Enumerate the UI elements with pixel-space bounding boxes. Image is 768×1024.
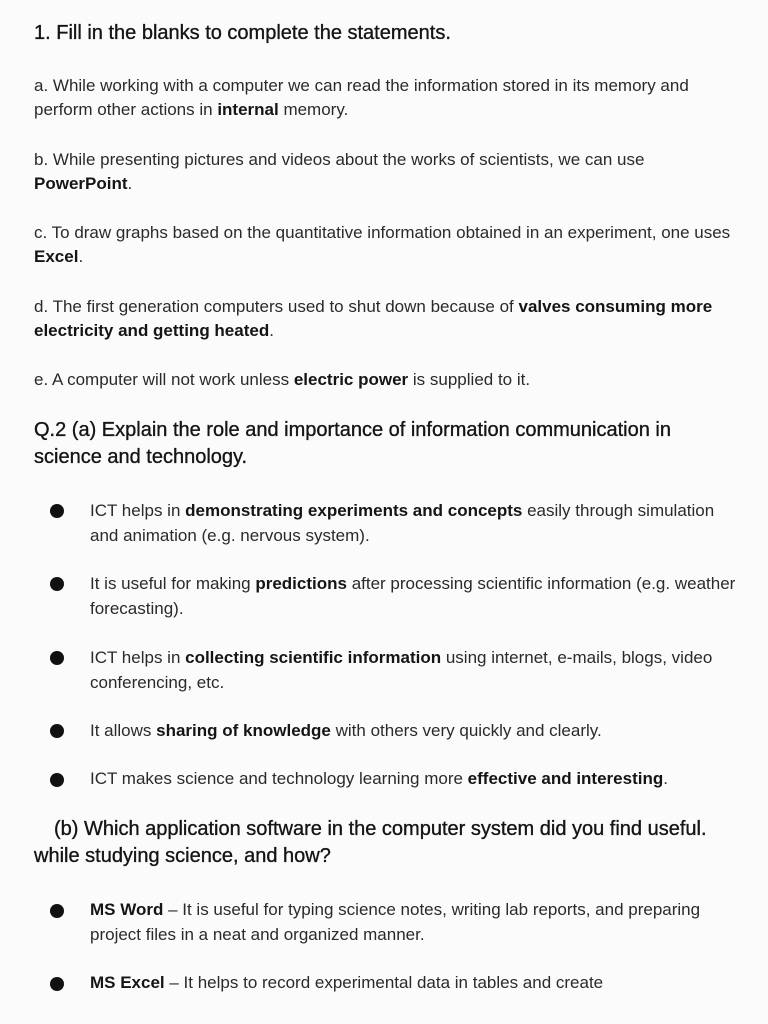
q1-item-d [34,295,738,343]
q2a-bullet-2 [90,571,738,621]
q2a-bullet-5 [90,766,754,791]
q1-item-c [34,221,738,269]
q1-item-a-answer: internal [217,100,279,119]
q1-item-a [34,74,738,122]
q2b-bullet-2 [90,970,738,995]
q1-item-c-answer: Excel [34,247,79,266]
q2b-bullet-1-bold: MS Word [90,900,164,919]
bullet-icon [50,724,64,738]
q2a-bullet-1-bold: demonstrating experiments and concepts [185,501,523,520]
q1-item-a-text: a. While working with a computer we can read the information stored in its memory and perform other actions in [34,76,689,119]
q2b-bullet-1-end: – It is useful for typing science notes, writing lab reports, and preparing project files in a neat and organized manner. [90,900,701,944]
bullet-icon [50,651,64,665]
q2b-bullet-1 [90,897,738,947]
q1-item-d-end: . [269,321,274,340]
bullet-icon [50,577,64,591]
q2a-heading: Q.2 (a) Explain the role and importance of information communication in science and technology. [34,419,671,468]
bullet-icon [50,504,64,518]
bullet-icon [50,773,64,787]
q1-item-c-text: c. To draw graphs based on the quantitative information obtained in an experiment, one uses [34,223,731,242]
q1-item-c-end: . [78,247,84,266]
q2a-bullet-4-bold: sharing of knowledge [156,721,331,740]
q2a-bullet-5-bold: effective and interesting [467,769,664,788]
q2a-bullet-1-text: ICT helps in [90,501,186,520]
q2a-bullet-5-end: . [663,769,668,788]
q2b-heading: (b) Which application software in the computer system did you find useful. while studying science, and how? [34,818,707,867]
q1-item-e-answer: electric power [293,370,409,389]
bullet-icon [50,904,64,918]
q1-item-d-text: d. The first generation computers used to shut down because of [34,297,519,316]
q1-item-e-text: e. A computer will not work unless [34,370,294,389]
q2a-bullet-5-text: ICT makes science and technology learning more [90,769,468,788]
q1-heading: 1. Fill in the blanks to complete the statements. [34,22,451,44]
q1-item-a-end: memory. [278,100,349,119]
q1-item-e-end: is supplied to it. [408,370,531,389]
q2a-bullet-2-text: It is useful for making [90,574,256,593]
q1-item-b-end: . [127,174,133,193]
q1-item-b-answer: PowerPoint [34,174,128,193]
q2b-bullet-2-bold: MS Excel [90,973,165,992]
q2a-bullet-3-text: ICT helps in [90,648,186,667]
q1-item-b-text: b. While presenting pictures and videos about the works of scientists, we can use [34,150,645,169]
q1-item-d-answer: valves consuming more electricity and getting heated [34,297,713,340]
q1-item-e [34,368,738,392]
q2a-bullet-4-text: It allows [90,721,157,740]
bullet-icon [50,977,64,991]
q2a-bullet-2-bold: predictions [255,574,347,593]
q2a-bullet-3 [90,645,738,695]
q2a-bullet-2-end: after processing scientific information (e.g. weather forecasting). [90,574,736,618]
q2a-bullet-1 [90,498,738,548]
q2a-bullet-1-end: easily through simulation and animation (e.g. nervous system). [90,501,715,545]
q2b-bullet-2-end: – It helps to record experimental data in tables and create [164,973,604,992]
q2a-bullet-3-end: using internet, e-mails, blogs, video conferencing, etc. [90,648,713,692]
q2a-bullet-4 [90,718,738,743]
q2a-bullet-4-end: with others very quickly and clearly. [330,721,602,740]
q2a-bullet-3-bold: collecting scientific information [185,648,442,667]
q1-item-b [34,148,738,196]
